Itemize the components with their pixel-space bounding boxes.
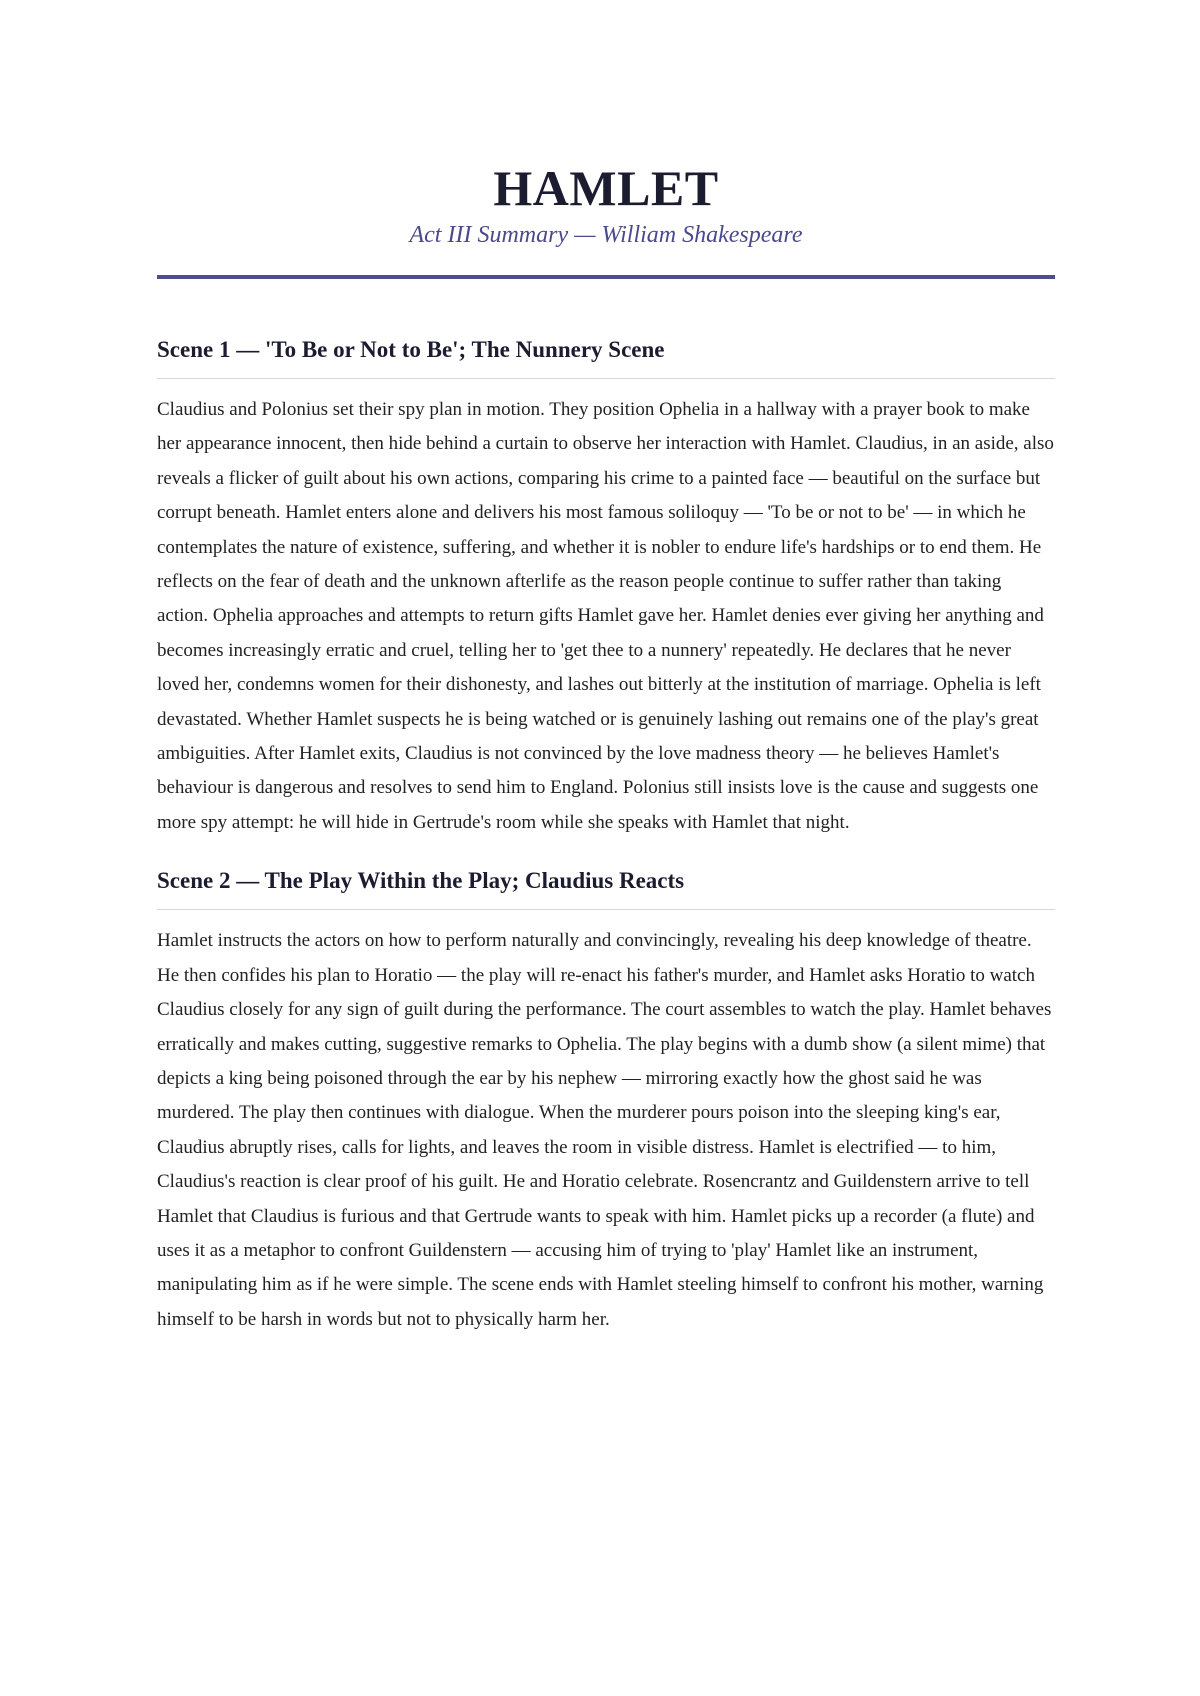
scene-body-text: Claudius and Polonius set their spy plan in motion. They position Ophelia in a hallway with a prayer book to make her appearance innocent, then hide behind a curtain to observe her interaction with Hamlet. Claudius, in an aside, also reveals a flicker of guilt about his own actions, comparing his crime to a painted face — beautiful on the surface but corrupt beneath. Hamlet enters alone and delivers his most famous soliloquy — 'To be or not to be' — in which he contemplates the nature of existence, suffering, and whether it is nobler to endure life's hardships or to end them. He reflects on the fear of death and the unknown afterlife as the reason people continue to suffer rather than taking action. Ophelia approaches and attempts to return gifts Hamlet gave her. Hamlet denies ever giving her anything and becomes increasingly erratic and cruel, telling her to 'get thee to a nunnery' repeatedly. He declares that he never loved her, condemns women for their dishonesty, and lashes out bitterly at the institution of marriage. Ophelia is left devastated. Whether Hamlet suspects he is being watched or is genuinely lashing out remains one of the play's great ambiguities. After Hamlet exits, Claudius is not convinced by the love madness theory — he believes Hamlet's behaviour is dangerous and resolves to send him to England. Polonius still insists love is the cause and suggests one more spy attempt: he will hide in Gertrude's room while she speaks with Hamlet that night. [157, 399, 1054, 833]
scene-section-1 [157, 335, 1055, 840]
document-subtitle: Act III Summary — William Shakespeare [409, 222, 803, 248]
scene-divider [157, 378, 1055, 379]
scene-divider [157, 909, 1055, 910]
scene-heading: Scene 2 — The Play Within the Play; Claudius Reacts [157, 868, 685, 894]
scene-body-text: Hamlet instructs the actors on how to perform naturally and convincingly, revealing his deep knowledge of theatre. He then confides his plan to Horatio — the play will re-enact his father's murder, and Hamlet asks Horatio to watch Claudius closely for any sign of guilt during the performance. The court assembles to watch the play. Hamlet behaves erratically and makes cutting, suggestive remarks to Ophelia. The play begins with a dumb show (a silent mime) that depicts a king being poisoned through the ear by his nephew — mirroring exactly how the ghost said he was murdered. The play then continues with dialogue. When the murderer pours poison into the sleeping king's ear, Claudius abruptly rises, calls for lights, and leaves the room in visible distress. Hamlet is electrified — to him, Claudius's reaction is clear proof of his guilt. He and Horatio celebrate. Rosencrantz and Guildenstern arrive to tell Hamlet that Claudius is furious and that Gertrude wants to speak with him. Hamlet picks up a recorder (a flute) and uses it as a metaphor to confront Guildenstern — accusing him of trying to 'play' Hamlet like an instrument, manipulating him as if he were simple. The scene ends with Hamlet steeling himself to confront his mother, warning himself to be harsh in words but not to physically harm her. [157, 930, 1052, 1330]
scene-section-2 [157, 866, 1055, 1337]
title-divider [157, 275, 1055, 279]
document-title: HAMLET [493, 160, 719, 216]
scene-heading: Scene 1 — 'To Be or Not to Be'; The Nunnery Scene [157, 337, 665, 362]
document-header [157, 158, 1055, 279]
document-page [157, 158, 1055, 1337]
